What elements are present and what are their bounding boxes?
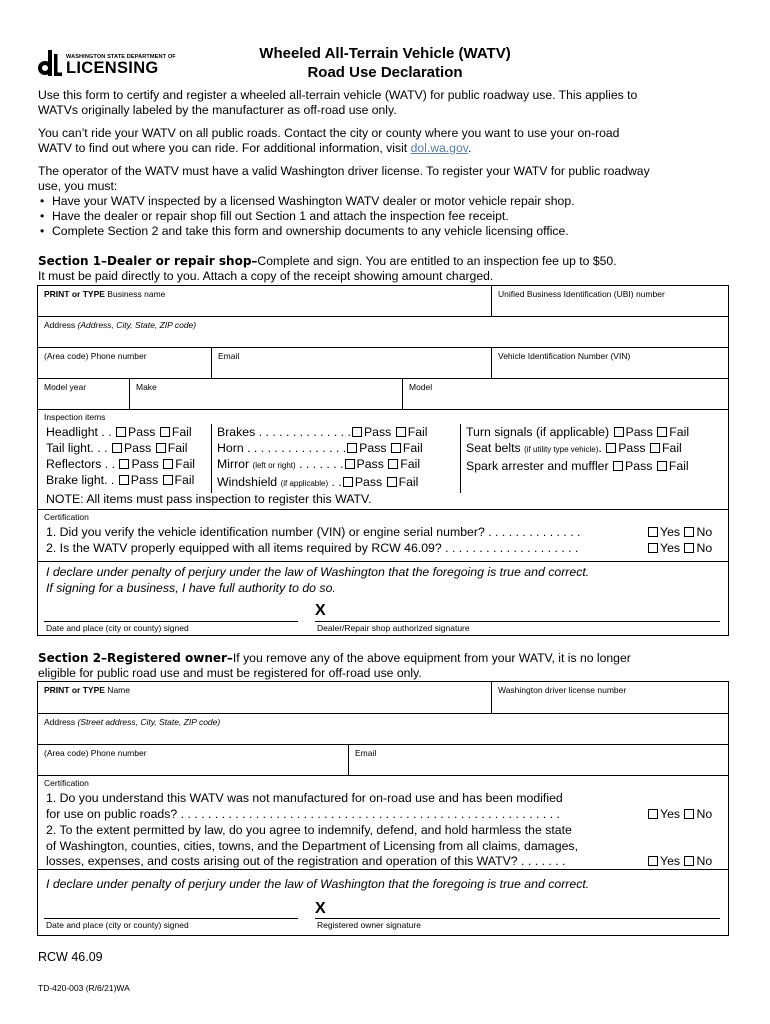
- owner-row: [38, 682, 728, 714]
- address-field[interactable]: [38, 317, 728, 348]
- no-label: No: [696, 525, 713, 539]
- modification-question-cont: for use on public roads? . . . . . . . . . . . . . . . . . . . . . . . . . . . . . . . . . . . . . . . . . . . . . . . . . . . . . . . .: [46, 807, 560, 821]
- pass-label: Pass: [354, 475, 383, 489]
- address-hint: (Street address, City, State, ZIP code): [77, 717, 221, 727]
- inspection-item-windshield: [217, 474, 428, 492]
- fail-label: Fail: [171, 425, 192, 439]
- no-label: No: [696, 541, 713, 555]
- inspection-item-mirror: [217, 456, 428, 474]
- intro-p2-text: WATV to find out where you can ride. For additional information, visit: [38, 141, 411, 155]
- indemnify-question-cont: losses, expenses, and costs arising out of the registration and operation of this WATV? . . . . . . .: [46, 854, 566, 868]
- agency-name-big: LICENSING: [66, 59, 159, 77]
- phone-label: (Area code) Phone number: [44, 748, 147, 758]
- item-dots: .: [598, 441, 606, 455]
- no-label: No: [696, 854, 713, 868]
- section2-instructions-line2: eligible for public road use and must be registered for off-road use only.: [38, 666, 422, 680]
- pass-label: Pass: [123, 441, 152, 455]
- owner-name-label: Name: [104, 685, 130, 695]
- section2-form: [37, 681, 729, 936]
- dol-logo-mark-icon: [38, 50, 62, 76]
- owner-signature-label: Registered owner signature: [317, 920, 421, 930]
- fail-label: Fail: [668, 459, 689, 473]
- inspection-column-1: [46, 424, 195, 488]
- dol-logo: [38, 48, 188, 80]
- yes-checkbox[interactable]: [648, 527, 658, 537]
- q2-answers: [647, 540, 712, 556]
- section1-instructions-line2: It must be paid directly to you. Attach a copy of the receipt showing amount charged.: [38, 269, 494, 283]
- pass-checkbox[interactable]: [606, 443, 616, 453]
- inspection-items-label: Inspection items: [44, 412, 106, 422]
- yes-label: Yes: [660, 525, 681, 539]
- agency-name-small: WASHINGTON STATE DEPARTMENT OF: [66, 54, 176, 60]
- inspection-column-3: [466, 424, 689, 474]
- pass-label: Pass: [625, 425, 653, 439]
- pass-checkbox[interactable]: [119, 475, 129, 485]
- no-label: No: [696, 807, 713, 821]
- fail-checkbox[interactable]: [396, 427, 406, 437]
- section1-form: [37, 285, 729, 636]
- fail-checkbox[interactable]: [163, 459, 173, 469]
- item-label: Turn signals (if applicable): [466, 425, 610, 439]
- item-hint: (left or right): [252, 461, 296, 470]
- no-checkbox[interactable]: [684, 527, 694, 537]
- business-row: [38, 286, 728, 317]
- fail-checkbox[interactable]: [657, 427, 667, 437]
- modification-question: 1. Do you understand this WATV was not manufactured for on-road use and has been modified: [46, 791, 563, 805]
- divider: [211, 424, 212, 493]
- date-place-label: Date and place (city or county) signed: [46, 920, 189, 930]
- section1-instructions: Complete and sign. You are entitled to an inspection fee up to $50.: [257, 254, 617, 268]
- address-label: Address: [44, 717, 78, 727]
- make-field[interactable]: [129, 379, 402, 409]
- driver-license-field[interactable]: [491, 682, 728, 713]
- date-place-line[interactable]: [44, 621, 298, 622]
- fail-checkbox[interactable]: [160, 427, 170, 437]
- item-label: Mirror: [217, 457, 253, 471]
- date-place-line[interactable]: [44, 918, 298, 919]
- intro-p1-line1: Use this form to certify and register a wheeled all-terrain vehicle (WATV) for public roadway use. This applies to: [38, 88, 638, 102]
- fail-label: Fail: [407, 425, 428, 439]
- item-label: Reflectors . .: [46, 457, 116, 471]
- requirement-bullet: • Have your WATV inspected by a licensed Washington WATV dealer or motor vehicle repair shop.: [38, 194, 738, 209]
- inspection-item-brake-light: [46, 472, 195, 488]
- owner-contact-row: [38, 745, 728, 776]
- intro-p1-line2: WATVs originally labeled by the manufacturer as off-road use only.: [38, 103, 397, 117]
- vehicle-row: [38, 379, 728, 410]
- yes-label: Yes: [660, 807, 681, 821]
- fail-label: Fail: [402, 441, 423, 455]
- item-hint: (if utility type vehicle): [524, 445, 599, 454]
- email-label: Email: [355, 748, 377, 758]
- business-authority-declaration: If signing for a business, I have full authority to do so.: [46, 581, 336, 595]
- item-label: Seat belts: [466, 441, 525, 455]
- intro-p2-period: .: [467, 141, 472, 155]
- inspection-item-reflectors: [46, 456, 195, 472]
- form-id: TD-420-003 (R/6/21)WA: [38, 983, 130, 993]
- item-label: Windshield: [217, 475, 281, 489]
- s2-q2-answers: [647, 853, 712, 869]
- pass-label: Pass: [625, 459, 653, 473]
- fail-label: Fail: [175, 457, 196, 471]
- divider: [460, 424, 461, 493]
- fail-label: Fail: [400, 457, 421, 471]
- pass-checkbox[interactable]: [119, 459, 129, 469]
- intro-p3-line1: The operator of the WATV must have a valid Washington driver license. To register your WATV for public roadway: [38, 164, 650, 178]
- yes-checkbox[interactable]: [648, 543, 658, 553]
- section1-title: Section 1–Dealer or repair shop–: [38, 254, 258, 268]
- yes-label: Yes: [660, 541, 681, 555]
- fail-checkbox[interactable]: [650, 443, 660, 453]
- inspection-item-horn: [217, 440, 428, 456]
- inspection-item-brakes: [217, 424, 428, 440]
- item-label: Horn . . . . . . . . . . . . . . .: [217, 441, 347, 455]
- intro-paragraph-3: [38, 164, 738, 239]
- intro-p3-line2: use, you must:: [38, 179, 118, 193]
- date-place-label: Date and place (city or county) signed: [46, 623, 189, 633]
- intro-paragraph-1: [38, 88, 738, 118]
- title-line-2: Road Use Declaration: [307, 64, 463, 81]
- model-label: Model: [409, 382, 433, 392]
- section1-heading: [38, 254, 738, 284]
- fail-checkbox[interactable]: [156, 443, 166, 453]
- fail-checkbox[interactable]: [388, 459, 398, 469]
- fail-label: Fail: [174, 473, 195, 487]
- intro-p2-line2: [38, 141, 738, 156]
- pass-checkbox[interactable]: [352, 427, 362, 437]
- fail-checkbox[interactable]: [391, 443, 401, 453]
- address-label: Address: [44, 320, 78, 330]
- dealer-signature-label: Dealer/Repair shop authorized signature: [317, 623, 470, 633]
- print-type-label: PRINT or TYPE: [44, 289, 105, 299]
- no-checkbox[interactable]: [684, 856, 694, 866]
- pass-label: Pass: [359, 441, 387, 455]
- item-label: Spark arrester and muffler: [466, 459, 609, 473]
- business-name-field[interactable]: [38, 286, 491, 316]
- yes-checkbox[interactable]: [648, 809, 658, 819]
- fail-label: Fail: [167, 441, 188, 455]
- item-dots: . . . . . . .: [295, 457, 344, 471]
- certification-label: Certification: [44, 512, 89, 522]
- intro-paragraph-2: [38, 126, 738, 156]
- yes-checkbox[interactable]: [648, 856, 658, 866]
- s2-q1-answers: [647, 806, 712, 822]
- inspection-row: [38, 410, 728, 510]
- vin-field[interactable]: [491, 348, 728, 378]
- inspection-item-turn-signals: [466, 424, 689, 440]
- pass-checkbox[interactable]: [343, 477, 353, 487]
- driver-license-label: Washington driver license number: [498, 685, 627, 695]
- pass-label: Pass: [356, 457, 384, 471]
- ubi-field[interactable]: [491, 286, 728, 316]
- indemnify-question: 2. To the extent permitted by law, do you agree to indemnify, defend, and hold harmless the state: [46, 823, 572, 837]
- dealer-signature-line[interactable]: [315, 621, 720, 622]
- pass-checkbox[interactable]: [345, 459, 355, 469]
- pass-label: Pass: [363, 425, 392, 439]
- owner-signature-line[interactable]: [315, 918, 720, 919]
- dol-website-link[interactable]: dol.wa.gov: [410, 141, 468, 155]
- business-name-label: Business name: [104, 289, 166, 299]
- perjury-declaration: I declare under penalty of perjury under the law of Washington that the foregoing is true and correct.: [46, 565, 590, 579]
- no-checkbox[interactable]: [684, 543, 694, 553]
- fail-checkbox[interactable]: [387, 477, 397, 487]
- email-field[interactable]: [211, 348, 491, 378]
- phone-label: (Area code) Phone number: [44, 351, 147, 361]
- signature-x-mark: X: [315, 602, 326, 619]
- q1-answers: [647, 524, 712, 540]
- signature-x-mark: X: [315, 900, 326, 917]
- contact-row: [38, 348, 728, 379]
- form-title: [190, 44, 580, 82]
- item-hint: (if applicable): [280, 479, 329, 488]
- model-year-field[interactable]: [38, 379, 129, 409]
- fail-checkbox[interactable]: [657, 461, 667, 471]
- vin-verification-question: 1. Did you verify the vehicle identification number (VIN) or engine serial number? . . . . . . . . . . . . . .: [46, 525, 581, 539]
- pass-checkbox[interactable]: [116, 427, 126, 437]
- title-line-1: Wheeled All-Terrain Vehicle (WATV): [259, 45, 511, 62]
- section2-heading: [38, 651, 738, 681]
- perjury-declaration: I declare under penalty of perjury under the law of Washington that the foregoing is true and correct.: [46, 877, 590, 891]
- pass-checkbox[interactable]: [112, 443, 122, 453]
- inspection-note: NOTE: All items must pass inspection to register this WATV.: [46, 492, 372, 506]
- item-label: Tail light. . .: [46, 441, 108, 455]
- pass-checkbox[interactable]: [613, 461, 623, 471]
- requirement-bullet: • Have the dealer or repair shop fill out Section 1 and attach the inspection fee receipt.: [38, 209, 738, 224]
- fail-label: Fail: [661, 441, 682, 455]
- equipment-question: 2. Is the WATV properly equipped with all items required by RCW 46.09? . . . . . . . . . . . . . . . . . . . .: [46, 541, 579, 555]
- item-label: Brakes . . . . . . . . . . . . . .: [217, 425, 351, 439]
- certification-label: Certification: [44, 778, 89, 788]
- vin-label: Vehicle Identification Number (VIN): [498, 351, 631, 361]
- pass-checkbox[interactable]: [347, 443, 357, 453]
- pass-label: Pass: [131, 457, 159, 471]
- inspection-item-spark-arrester: [466, 458, 689, 474]
- inspection-item-headlight: [46, 424, 195, 440]
- yes-label: Yes: [660, 854, 681, 868]
- fail-label: Fail: [398, 475, 419, 489]
- owner-address-field[interactable]: [38, 714, 728, 745]
- section2-instructions: If you remove any of the above equipment from your WATV, it is no longer: [232, 651, 631, 665]
- address-hint: (Address, City, State, ZIP code): [77, 320, 197, 330]
- inspection-item-seat-belts: [466, 440, 689, 458]
- fail-checkbox[interactable]: [163, 475, 173, 485]
- owner-name-field[interactable]: [38, 682, 491, 713]
- pass-checkbox[interactable]: [614, 427, 624, 437]
- certification-row: [38, 510, 728, 562]
- requirement-bullet: • Complete Section 2 and take this form and ownership documents to any vehicle licensing office.: [38, 224, 738, 239]
- indemnify-question-cont: of Washington, counties, cities, towns, and the Department of Licensing from all claims, damages,: [46, 839, 578, 853]
- item-label: Brake light. .: [46, 473, 115, 487]
- pass-label: Pass: [128, 425, 156, 439]
- phone-field[interactable]: [38, 348, 211, 378]
- intro-p2-line1: You can’t ride your WATV on all public roads. Contact the city or county where you want to use your on-road: [38, 126, 620, 140]
- owner-email-field[interactable]: [348, 745, 728, 775]
- section2-title: Section 2–Registered owner–: [38, 651, 233, 665]
- rcw-reference: RCW 46.09: [38, 950, 103, 964]
- no-checkbox[interactable]: [684, 809, 694, 819]
- make-label: Make: [136, 382, 157, 392]
- fail-label: Fail: [669, 425, 690, 439]
- ubi-label: Unified Business Identification (UBI) number: [498, 289, 665, 299]
- email-label: Email: [218, 351, 240, 361]
- print-type-label: PRINT or TYPE: [44, 685, 105, 695]
- owner-phone-field[interactable]: [38, 745, 348, 775]
- inspection-column-2: [217, 424, 428, 492]
- model-year-label: Model year: [44, 382, 87, 392]
- item-label: Headlight . .: [46, 425, 112, 439]
- item-dots: . .: [328, 475, 342, 489]
- inspection-item-tail-light: [46, 440, 195, 456]
- pass-label: Pass: [618, 441, 646, 455]
- pass-label: Pass: [130, 473, 159, 487]
- model-field[interactable]: [402, 379, 728, 409]
- owner-certification-row: [38, 776, 728, 870]
